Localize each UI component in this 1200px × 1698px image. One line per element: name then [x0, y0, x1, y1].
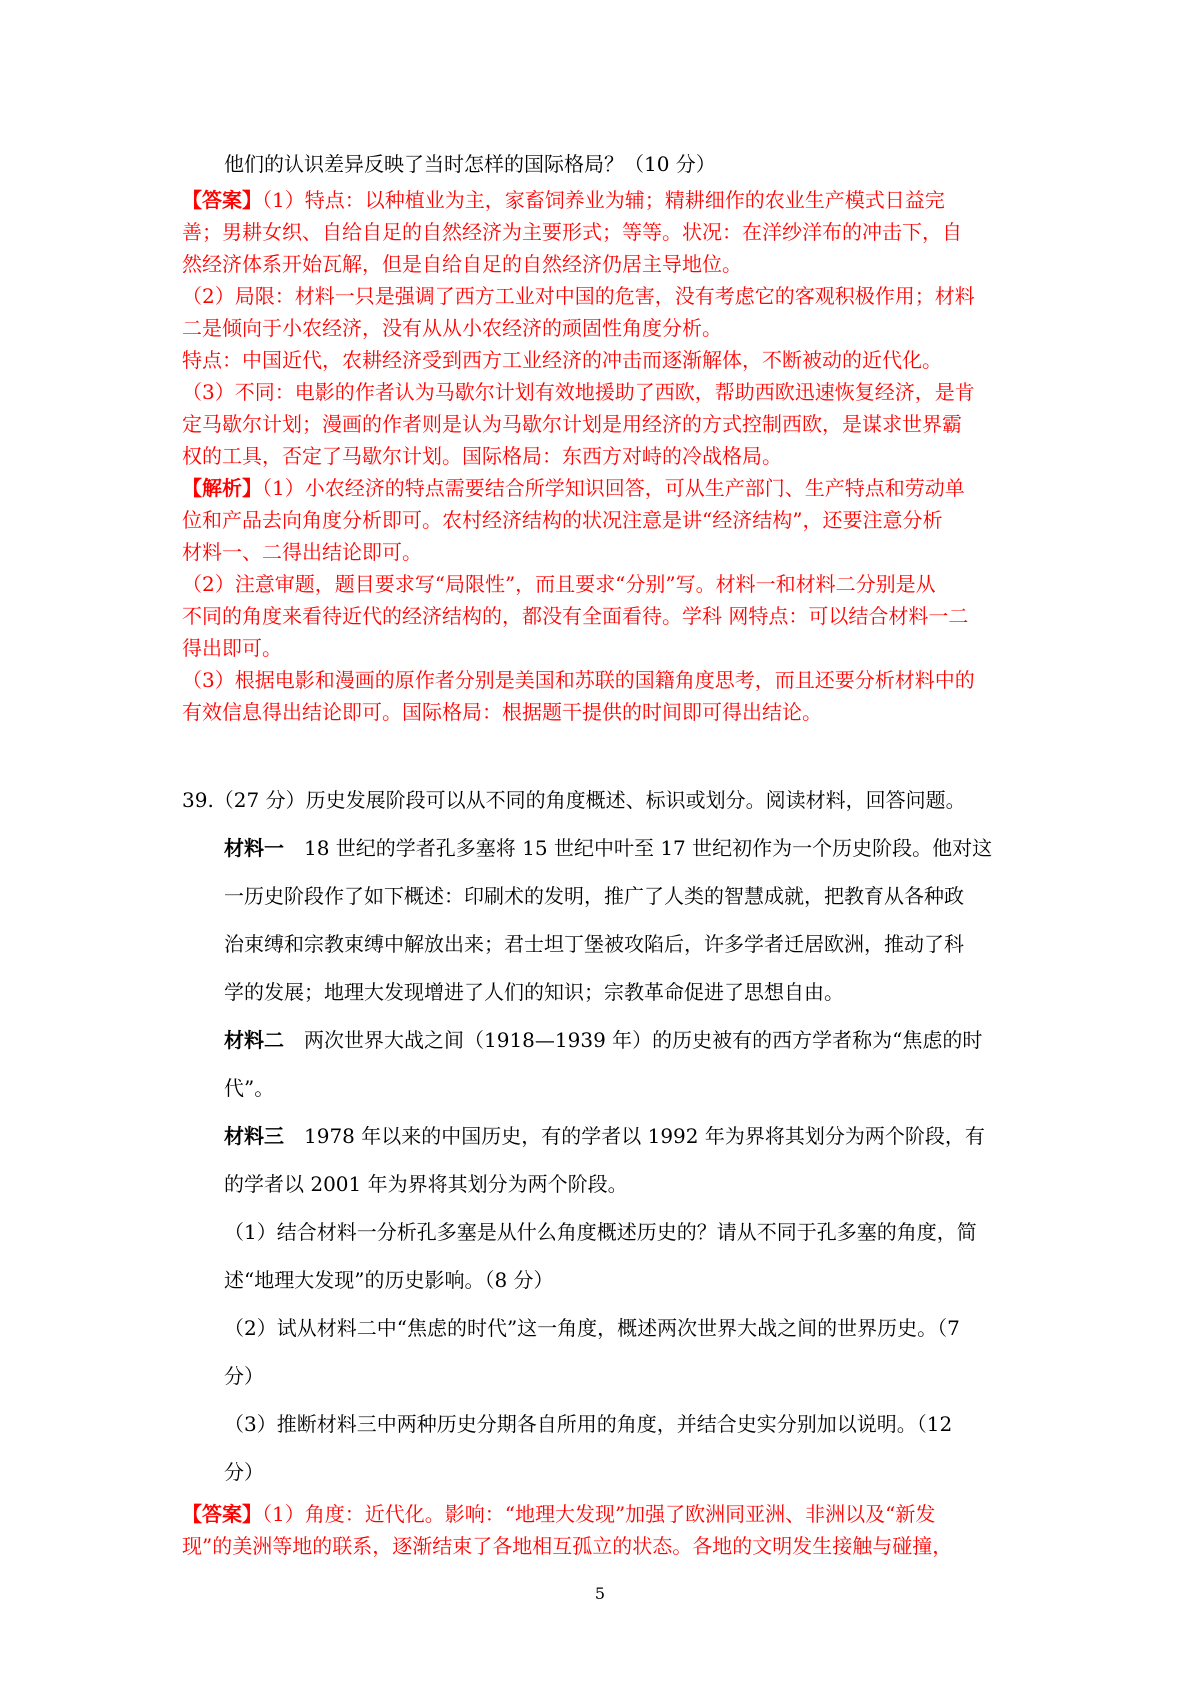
material-2-text: 两次世界大战之间（1918—1939 年）的历史被有的西方学者称为“焦虑的时 [284, 1028, 983, 1052]
prev-analysis-line-3: （2）注意审题，题目要求写“局限性”，而且要求“分别”写。材料一和材料二分别是从 [182, 572, 936, 596]
answer-39-line-0 [182, 1498, 1024, 1530]
prev-answer-line-3: （2）局限：材料一只是强调了西方工业对中国的危害，没有考虑它的客观积极作用；材料 [182, 284, 975, 308]
analysis-tag: 【解析】 [182, 476, 262, 500]
prev-analysis-line-2: 材料一、二得出结论即可。 [182, 540, 422, 564]
sub-question-line-4: （3）推断材料三中两种历史分期各自所用的角度，并结合史实分别加以说明。（12 [224, 1412, 953, 1436]
analysis-text: （1）小农经济的特点需要结合所学知识回答，可从生产部门、生产特点和劳动单 [262, 476, 965, 500]
page-number: 5 [594, 1584, 606, 1603]
prev-answer-line-0 [182, 184, 1024, 216]
answer-39-text: （1）角度：近代化。影响：“地理大发现”加强了欧洲同亚洲、非洲以及“新发 [262, 1502, 936, 1526]
material-1-label: 材料一 [224, 836, 284, 860]
prev-analysis-line-1: 位和产品去向角度分析即可。农村经济结构的状况注意是讲“经济结构”，还要注意分析 [182, 508, 943, 532]
material-3-line-1: 的学者以 2001 年为界将其划分为两个阶段。 [224, 1172, 628, 1196]
answer-39-tag: 【答案】 [182, 1502, 262, 1526]
prev-answer-line-5: 特点：中国近代，农耕经济受到西方工业经济的冲击而逐渐解体，不断被动的近代化。 [182, 348, 942, 372]
question-39-head: 39.（27 分）历史发展阶段可以从不同的角度概述、标识或划分。阅读材料，回答问题。 [182, 788, 966, 812]
answer-39-block [182, 1498, 1024, 1562]
prev-question-tail: 他们的认识差异反映了当时怎样的国际格局？（10 分） [224, 152, 716, 176]
prev-analysis-line-5: 得出即可。 [182, 636, 282, 660]
prev-answer-line-7: 定马歇尔计划；漫画的作者则是认为马歇尔计划是用经济的方式控制西欧，是谋求世界霸 [182, 412, 962, 436]
sub-question-line-1: 述“地理大发现”的历史影响。（8 分） [224, 1268, 554, 1292]
page-content [182, 148, 1024, 1562]
material-1-line-3: 学的发展；地理大发现增进了人们的知识；宗教革命促进了思想自由。 [224, 980, 844, 1004]
material-3-line-0 [182, 1112, 1024, 1160]
prev-answer-line-1: 善；男耕女织、自给自足的自然经济为主要形式；等等。状况：在洋纱洋布的冲击下，自 [182, 220, 962, 244]
answer-text: （1）特点：以种植业为主，家畜饲养业为辅；精耕细作的农业生产模式日益完 [262, 188, 945, 212]
prev-analysis-line-6: （3）根据电影和漫画的原作者分别是美国和苏联的国籍角度思考，而且还要分析材料中的 [182, 668, 975, 692]
sub-question-line-5: 分） [224, 1460, 264, 1484]
material-3-text: 1978 年以来的中国历史，有的学者以 1992 年为界将其划分为两个阶段，有 [284, 1124, 985, 1148]
prev-analysis-line-0 [182, 472, 1024, 504]
material-1-text: 18 世纪的学者孔多塞将 15 世纪中叶至 17 世纪初作为一个历史阶段。他对这 [284, 836, 993, 860]
sub-question-line-3: 分） [224, 1364, 264, 1388]
sub-question-line-0: （1）结合材料一分析孔多塞是从什么角度概述历史的？请从不同于孔多塞的角度，简 [224, 1220, 977, 1244]
prev-answer-line-4: 二是倾向于小农经济，没有从从小农经济的顽固性角度分析。 [182, 316, 722, 340]
prev-answer-block [182, 184, 1024, 728]
material-1-line-0 [182, 824, 1024, 872]
answer-39-line-1: 现”的美洲等地的联系，逐渐结束了各地相互孤立的状态。各地的文明发生接触与碰撞， [182, 1534, 953, 1558]
material-2-label: 材料二 [224, 1028, 284, 1052]
material-2-line-1: 代”。 [224, 1076, 275, 1100]
sub-question-line-2: （2）试从材料二中“焦虑的时代”这一角度，概述两次世界大战之间的世界历史。（7 [224, 1316, 960, 1340]
prev-answer-line-2: 然经济体系开始瓦解，但是自给自足的自然经济仍居主导地位。 [182, 252, 742, 276]
material-1-line-2: 治束缚和宗教束缚中解放出来；君士坦丁堡被攻陷后，许多学者迁居欧洲，推动了科 [224, 932, 964, 956]
prev-analysis-line-7: 有效信息得出结论即可。国际格局：根据题干提供的时间即可得出结论。 [182, 700, 822, 724]
question-39 [182, 776, 1024, 1496]
prev-answer-line-8: 权的工具，否定了马歇尔计划。国际格局：东西方对峙的冷战格局。 [182, 444, 782, 468]
prev-answer-line-6: （3）不同：电影的作者认为马歇尔计划有效地援助了西欧，帮助西欧迅速恢复经济，是肯 [182, 380, 975, 404]
material-2-line-0 [182, 1016, 1024, 1064]
prev-analysis-line-4: 不同的角度来看待近代的经济结构的，都没有全面看待。学科 网特点：可以结合材料一二 [182, 604, 969, 628]
material-3-label: 材料三 [224, 1124, 284, 1148]
material-1-line-1: 一历史阶段作了如下概述：印刷术的发明，推广了人类的智慧成就，把教育从各种政 [224, 884, 964, 908]
answer-tag: 【答案】 [182, 188, 262, 212]
